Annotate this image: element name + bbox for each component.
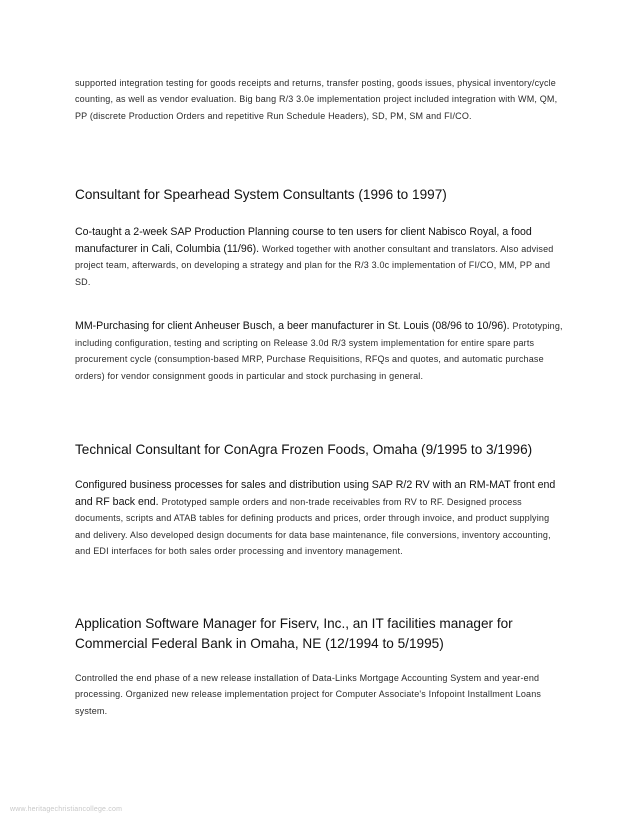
- watermark-text: www.heritagechristiancollege.com: [10, 806, 123, 813]
- entry-detail-text: Worked together with another consultant and translators. Also advised project team, afterwards, on developing a strategy and plan for the R/3 3.0c implementation of FI/CO, MM, PP and SD.: [75, 243, 554, 287]
- entry-lead-text: Co-taught a 2-week SAP Production Planning course to ten users for client Nabisco Royal, a food manufacturer in Cali, Columbia (11/96).: [75, 226, 532, 255]
- section-heading-fiserv: Application Software Manager for Fiserv, Inc., an IT facilities manager for Commercial Federal Bank in Omaha, NE (12/1994 to 5/1995): [75, 616, 513, 651]
- section-heading-conagra: Technical Consultant for ConAgra Frozen Foods, Omaha (9/1995 to 3/1996): [75, 442, 533, 457]
- entry-nabisco: [75, 224, 565, 290]
- section-heading-spearhead: Consultant for Spearhead System Consultants (1996 to 1997): [75, 187, 447, 202]
- entry-lead-text: Configured business processes for sales and distribution using SAP R/2 RV with an RM-MAT front end and RF back end.: [75, 479, 556, 508]
- entry-detail-text: Prototyping, including configuration, testing and scripting on Release 3.0d R/3 system implementation for entire spare parts procurement cycle (consumption-based MRP, Purchase Requisitions, RFQs and quotes, and automatic purchase orders) for vendor consignment goods in particular and stock purchasing in general.: [75, 321, 563, 381]
- entry-detail-text: Controlled the end phase of a new release installation of Data-Links Mortgage Accounting System and year-end processing. Organized new release implementation project for Computer Associate's Infopoint Installment Loans system.: [75, 673, 542, 716]
- entry-anheuser-busch: [75, 318, 565, 384]
- entry-lead-text: MM-Purchasing for client Anheuser Busch, a beer manufacturer in St. Louis (08/96 to 10/96).: [75, 320, 510, 332]
- entry-detail-text: Prototyped sample orders and non-trade receivables from RV to RF. Designed process documents, scripts and ATAB tables for defining products and prices, order through invoice, and product supplying and delivery. Also developed design documents for data base maintenance, file conversions, inventory accounting, and EDI interfaces for both sales order processing and inventory management.: [75, 496, 551, 556]
- intro-paragraph: supported integration testing for goods receipts and returns, transfer posting, goods issues, physical inventory/cycle counting, as well as vendor evaluation. Big bang R/3 3.0e implementation project included integration with WM, QM, PP (discrete Production Orders and repetitive Run Schedule Headers), SD, PM, SM and FI/CO.: [75, 78, 558, 121]
- entry-conagra: [75, 477, 565, 560]
- entry-fiserv: [75, 670, 565, 719]
